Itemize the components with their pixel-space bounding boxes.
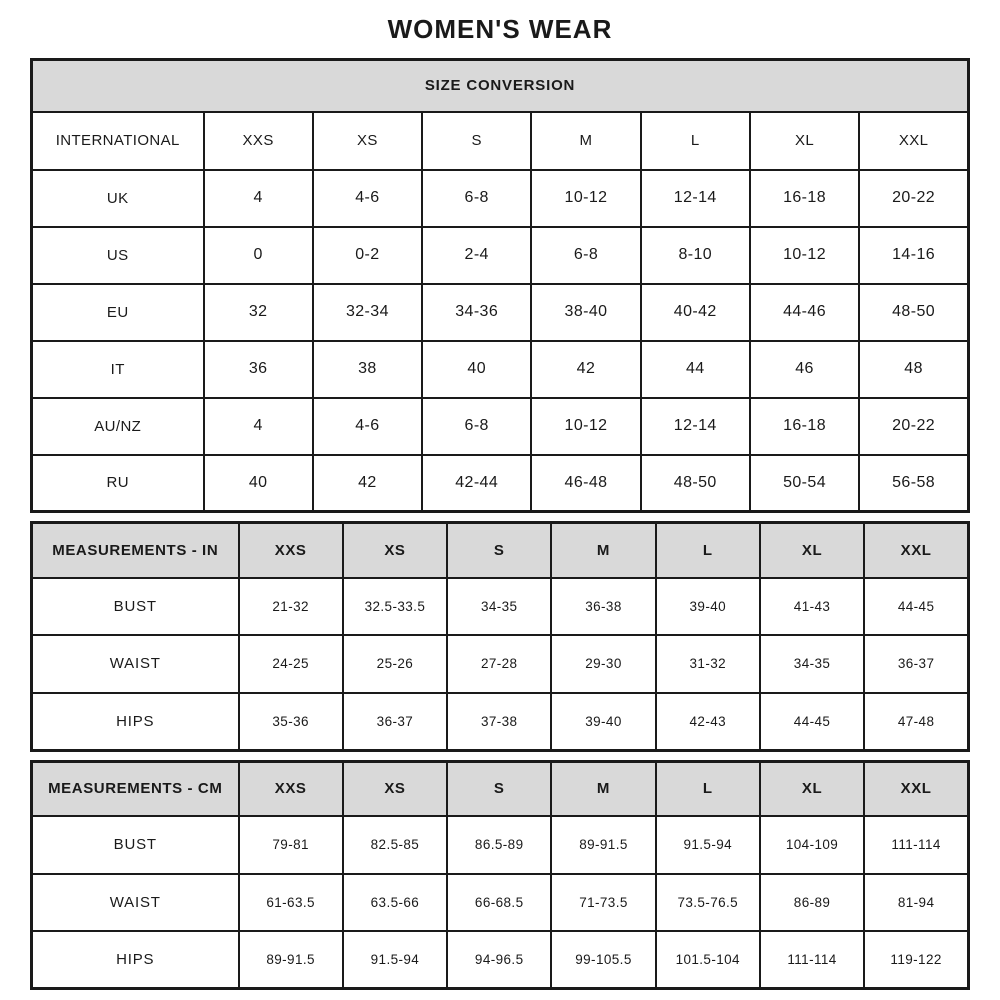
- cell-value: 27-28: [447, 635, 551, 693]
- column-header: XXL: [864, 761, 968, 816]
- cell-value: 4: [204, 170, 313, 227]
- table-row: [32, 693, 969, 751]
- size-conversion-title-row: [32, 60, 969, 112]
- cell-value: 44-45: [760, 693, 864, 751]
- cell-value: 32-34: [313, 284, 422, 341]
- cell-value: 38: [313, 341, 422, 398]
- cell-value: 41-43: [760, 578, 864, 636]
- row-label: IT: [32, 341, 204, 398]
- cell-value: 48-50: [859, 284, 968, 341]
- cell-value: 104-109: [760, 816, 864, 874]
- measurements-in-body: [32, 578, 969, 751]
- cell-value: 21-32: [239, 578, 343, 636]
- cell-value: 79-81: [239, 816, 343, 874]
- column-header: S: [447, 761, 551, 816]
- column-header: M: [531, 112, 640, 170]
- measurements-in-header-row: [32, 523, 969, 578]
- cell-value: 81-94: [864, 874, 968, 932]
- row-label: EU: [32, 284, 204, 341]
- size-conversion-header-row: [32, 112, 969, 170]
- cell-value: 6-8: [422, 398, 531, 455]
- column-header: L: [641, 112, 750, 170]
- cell-value: 20-22: [859, 398, 968, 455]
- cell-value: 91.5-94: [656, 816, 760, 874]
- cell-value: 42-43: [656, 693, 760, 751]
- row-label: RU: [32, 455, 204, 512]
- cell-value: 42-44: [422, 455, 531, 512]
- measurements-cm-body: [32, 816, 969, 989]
- table-row: [32, 170, 969, 227]
- cell-value: 36-37: [343, 693, 447, 751]
- cell-value: 44-46: [750, 284, 859, 341]
- column-header: XS: [313, 112, 422, 170]
- row-label: HIPS: [32, 931, 239, 989]
- cell-value: 37-38: [447, 693, 551, 751]
- size-conversion-title: SIZE CONVERSION: [32, 60, 969, 112]
- column-header: S: [422, 112, 531, 170]
- column-header: XXL: [864, 523, 968, 578]
- table-row: [32, 635, 969, 693]
- table-row: [32, 227, 969, 284]
- cell-value: 44: [641, 341, 750, 398]
- cell-value: 82.5-85: [343, 816, 447, 874]
- cell-value: 10-12: [531, 170, 640, 227]
- column-header: XS: [343, 523, 447, 578]
- table-row: [32, 578, 969, 636]
- cell-value: 66-68.5: [447, 874, 551, 932]
- cell-value: 40: [422, 341, 531, 398]
- cell-value: 71-73.5: [551, 874, 655, 932]
- row-label: WAIST: [32, 635, 239, 693]
- cell-value: 40: [204, 455, 313, 512]
- cell-value: 10-12: [531, 398, 640, 455]
- cell-value: 46: [750, 341, 859, 398]
- cell-value: 0-2: [313, 227, 422, 284]
- cell-value: 111-114: [864, 816, 968, 874]
- column-header: XL: [750, 112, 859, 170]
- column-header: XL: [760, 761, 864, 816]
- column-header: XXS: [204, 112, 313, 170]
- row-label: BUST: [32, 578, 239, 636]
- cell-value: 40-42: [641, 284, 750, 341]
- row-header-title: INTERNATIONAL: [32, 112, 204, 170]
- cell-value: 32.5-33.5: [343, 578, 447, 636]
- cell-value: 4-6: [313, 170, 422, 227]
- cell-value: 50-54: [750, 455, 859, 512]
- cell-value: 36: [204, 341, 313, 398]
- size-conversion-body: [32, 170, 969, 512]
- table-row: [32, 931, 969, 989]
- row-label: UK: [32, 170, 204, 227]
- cell-value: 25-26: [343, 635, 447, 693]
- cell-value: 111-114: [760, 931, 864, 989]
- cell-value: 6-8: [422, 170, 531, 227]
- column-header: XXS: [239, 761, 343, 816]
- cell-value: 38-40: [531, 284, 640, 341]
- cell-value: 34-36: [422, 284, 531, 341]
- column-header: S: [447, 523, 551, 578]
- size-conversion-table: [30, 58, 970, 513]
- column-header: M: [551, 523, 655, 578]
- row-label: AU/NZ: [32, 398, 204, 455]
- cell-value: 101.5-104: [656, 931, 760, 989]
- cell-value: 10-12: [750, 227, 859, 284]
- cell-value: 99-105.5: [551, 931, 655, 989]
- cell-value: 89-91.5: [551, 816, 655, 874]
- measurements-cm-table: [30, 760, 970, 991]
- row-label: HIPS: [32, 693, 239, 751]
- cell-value: 34-35: [447, 578, 551, 636]
- cell-value: 8-10: [641, 227, 750, 284]
- column-header: L: [656, 523, 760, 578]
- cell-value: 24-25: [239, 635, 343, 693]
- cell-value: 32: [204, 284, 313, 341]
- cell-value: 12-14: [641, 398, 750, 455]
- cell-value: 29-30: [551, 635, 655, 693]
- cell-value: 42: [313, 455, 422, 512]
- cell-value: 63.5-66: [343, 874, 447, 932]
- cell-value: 20-22: [859, 170, 968, 227]
- row-header-title: MEASUREMENTS - CM: [32, 761, 239, 816]
- row-label: US: [32, 227, 204, 284]
- cell-value: 48-50: [641, 455, 750, 512]
- cell-value: 14-16: [859, 227, 968, 284]
- cell-value: 48: [859, 341, 968, 398]
- cell-value: 4-6: [313, 398, 422, 455]
- cell-value: 36-37: [864, 635, 968, 693]
- cell-value: 89-91.5: [239, 931, 343, 989]
- cell-value: 119-122: [864, 931, 968, 989]
- cell-value: 39-40: [656, 578, 760, 636]
- cell-value: 91.5-94: [343, 931, 447, 989]
- cell-value: 6-8: [531, 227, 640, 284]
- cell-value: 16-18: [750, 170, 859, 227]
- row-label: BUST: [32, 816, 239, 874]
- column-header: M: [551, 761, 655, 816]
- cell-value: 44-45: [864, 578, 968, 636]
- cell-value: 16-18: [750, 398, 859, 455]
- column-header: XXL: [859, 112, 968, 170]
- page-title: WOMEN'S WEAR: [387, 14, 613, 44]
- column-header: XS: [343, 761, 447, 816]
- table-row: [32, 816, 969, 874]
- table-row: [32, 398, 969, 455]
- cell-value: 31-32: [656, 635, 760, 693]
- cell-value: 4: [204, 398, 313, 455]
- table-row: [32, 874, 969, 932]
- cell-value: 46-48: [531, 455, 640, 512]
- cell-value: 56-58: [859, 455, 968, 512]
- row-header-title: MEASUREMENTS - IN: [32, 523, 239, 578]
- row-label: WAIST: [32, 874, 239, 932]
- table-row: [32, 341, 969, 398]
- column-header: XL: [760, 523, 864, 578]
- cell-value: 42: [531, 341, 640, 398]
- cell-value: 39-40: [551, 693, 655, 751]
- column-header: XXS: [239, 523, 343, 578]
- cell-value: 2-4: [422, 227, 531, 284]
- cell-value: 34-35: [760, 635, 864, 693]
- cell-value: 12-14: [641, 170, 750, 227]
- measurements-cm-header-row: [32, 761, 969, 816]
- cell-value: 94-96.5: [447, 931, 551, 989]
- cell-value: 73.5-76.5: [656, 874, 760, 932]
- table-row: [32, 455, 969, 512]
- cell-value: 86.5-89: [447, 816, 551, 874]
- table-row: [32, 284, 969, 341]
- cell-value: 35-36: [239, 693, 343, 751]
- cell-value: 47-48: [864, 693, 968, 751]
- cell-value: 36-38: [551, 578, 655, 636]
- column-header: L: [656, 761, 760, 816]
- measurements-in-table: [30, 521, 970, 752]
- cell-value: 61-63.5: [239, 874, 343, 932]
- cell-value: 86-89: [760, 874, 864, 932]
- cell-value: 0: [204, 227, 313, 284]
